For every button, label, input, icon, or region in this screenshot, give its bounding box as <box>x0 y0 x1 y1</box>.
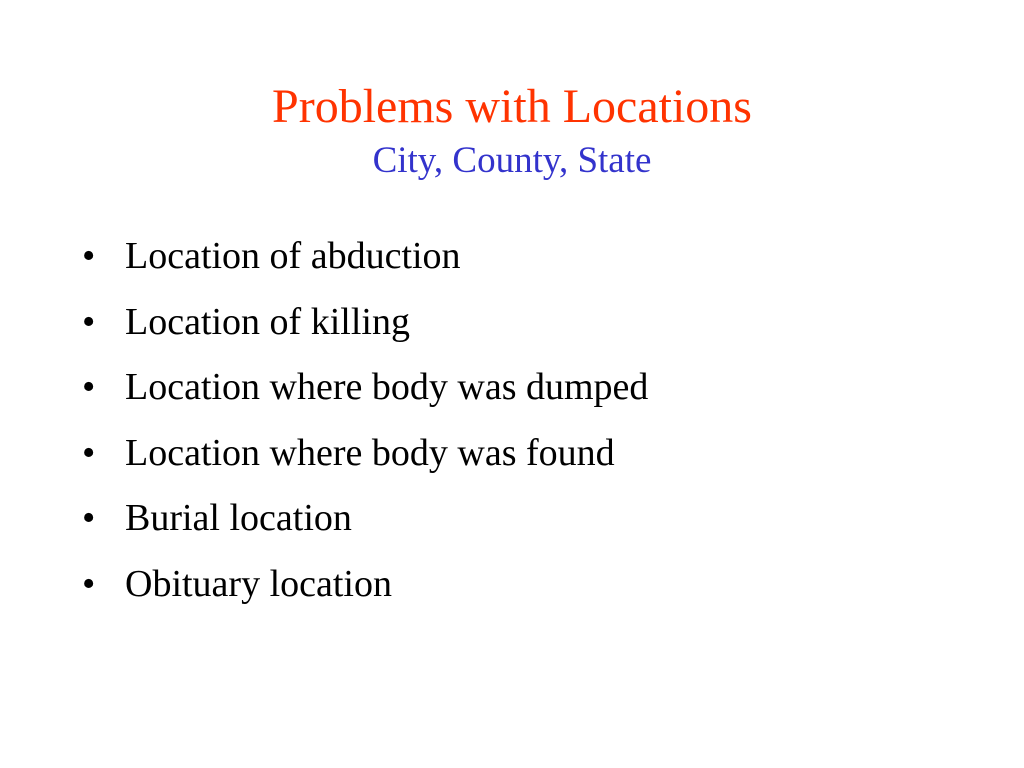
title-block <box>0 76 1024 184</box>
bullet-item <box>82 359 648 425</box>
bullet-icon: • <box>82 431 96 474</box>
bullet-icon: • <box>82 497 96 539</box>
bullet-text: Location of abduction <box>125 235 461 277</box>
bullet-text: Location of killing <box>125 300 410 343</box>
bullet-text: Burial location <box>125 497 352 539</box>
bullet-item <box>82 294 648 360</box>
bullet-icon: • <box>82 562 96 605</box>
bullet-item <box>82 490 648 556</box>
bullet-icon: • <box>82 235 96 277</box>
bullet-item <box>82 425 648 491</box>
slide-title: Problems with Locations <box>272 80 752 133</box>
bullet-item <box>82 556 648 622</box>
slide-subtitle: City, County, State <box>372 140 652 181</box>
bullet-icon: • <box>82 366 96 408</box>
bullet-text: Location where body was found <box>125 431 615 474</box>
bullet-text: Obituary location <box>125 562 392 605</box>
bullet-list <box>82 228 648 621</box>
bullet-text: Location where body was dumped <box>125 366 649 408</box>
bullet-item <box>82 228 648 294</box>
bullet-icon: • <box>82 300 96 343</box>
